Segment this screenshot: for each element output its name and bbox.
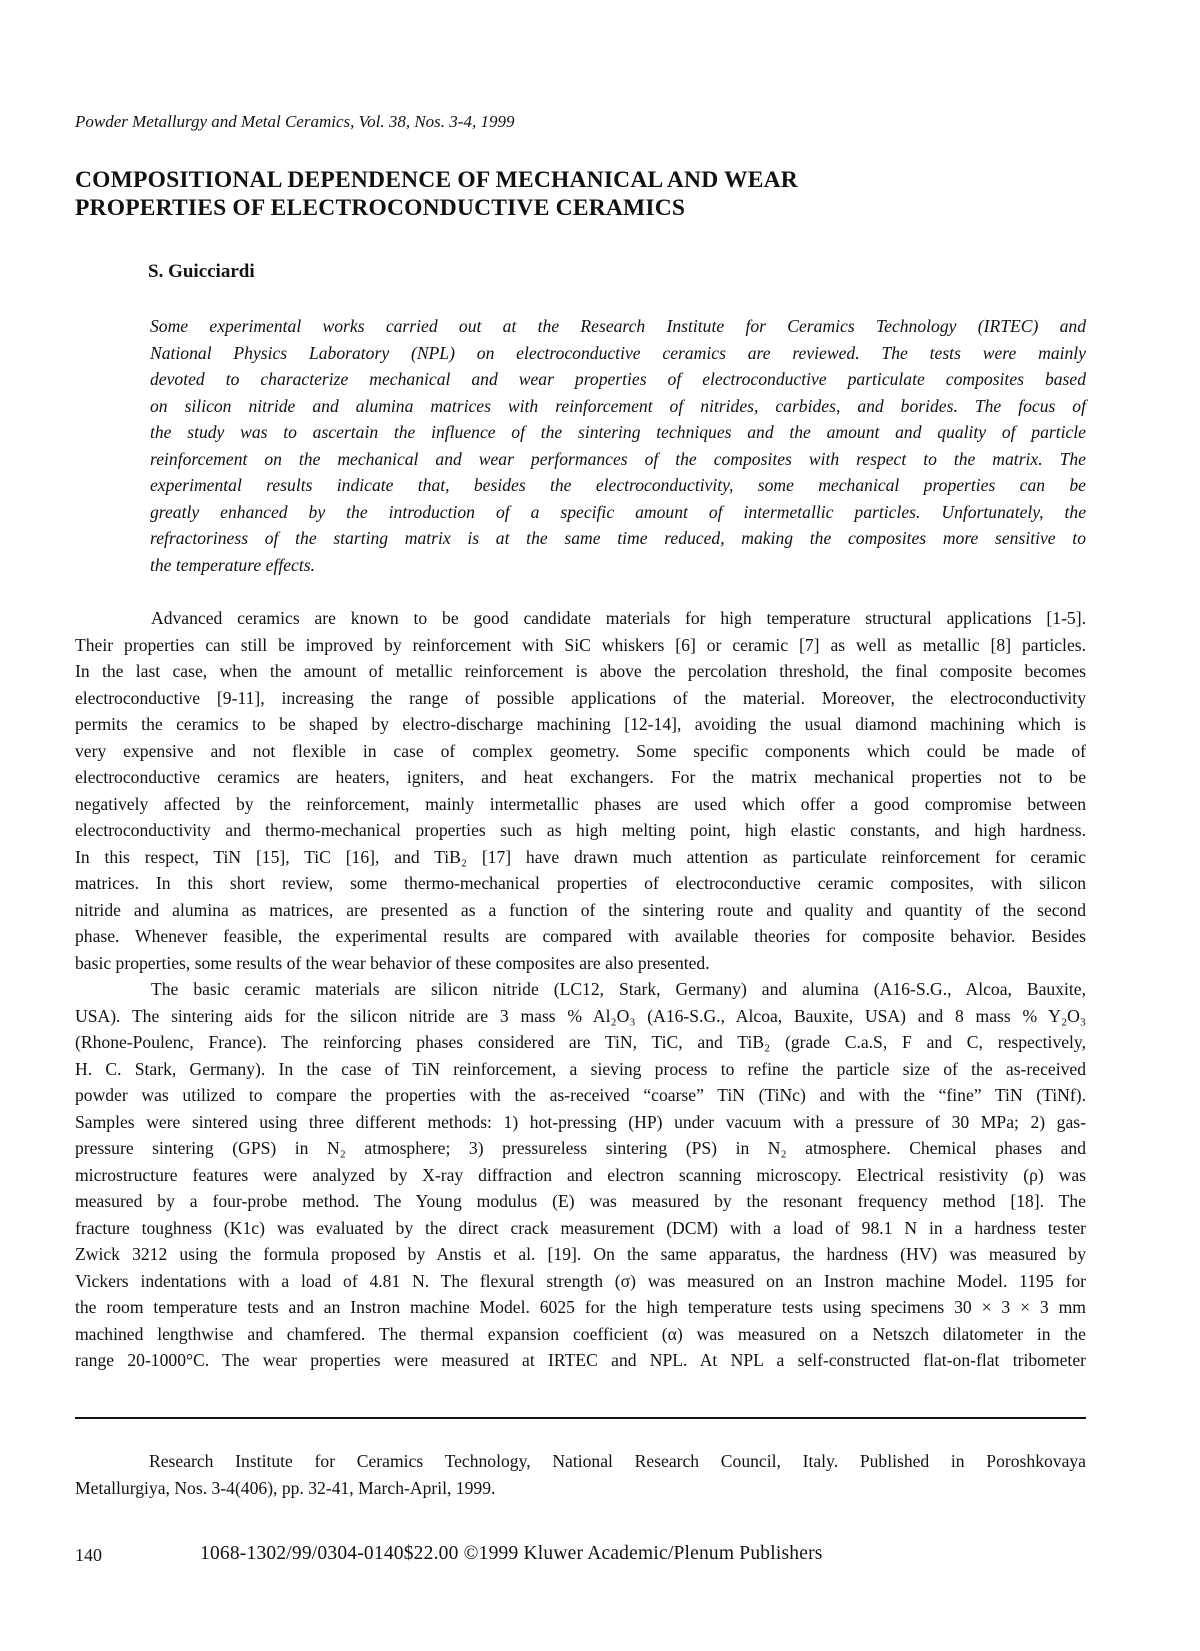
abstract-line: reinforcement on the mechanical and wear performances of the composites with respect to the matrix. The <box>150 448 1086 469</box>
abstract-line: greatly enhanced by the introduction of a specific amount of intermetallic particles. Unfortunately, the <box>150 501 1086 522</box>
abstract-line: the temperature effects. <box>150 554 315 575</box>
journal-citation: Powder Metallurgy and Metal Ceramics, Vol. 38, Nos. 3-4, 1999 <box>75 112 515 131</box>
body-line: The basic ceramic materials are silicon nitride (LC12, Stark, Germany) and alumina (A16-S.G., Alcoa, Bauxite, <box>151 979 1086 999</box>
body-line: electroconductivity and thermo-mechanical properties such as high melting point, high elastic constants, and high hardness. <box>75 820 1086 840</box>
body-line: machined lengthwise and chamfered. The thermal expansion coefficient (α) was measured on a Netszch dilatometer in the <box>75 1323 1086 1344</box>
body-line: Samples were sintered using three different methods: 1) hot-pressing (HP) under vacuum with a pressure of 30 MPa; 2) gas- <box>75 1111 1086 1132</box>
body-line: basic properties, some results of the wear behavior of these composites are also presented. <box>75 952 710 973</box>
body-line: permits the ceramics to be shaped by electro-discharge machining [12-14], avoiding the usual diamond machining which is <box>75 714 1086 734</box>
body-line: nitride and alumina as matrices, are presented as a function of the sintering route and quality and quantity of the second <box>75 899 1086 920</box>
body-text <box>75 605 1086 1374</box>
body-line: In this respect, TiN [15], TiC [16], and TiB₂ [17] have drawn much attention as particulate reinforcement for ceramic <box>75 846 1086 867</box>
body-line: Their properties can still be improved by reinforcement with SiC whiskers [6] or ceramic [7] as well as metallic [8] particles. <box>75 634 1086 655</box>
body-line: Zwick 3212 using the formula proposed by Anstis et al. [19]. On the same apparatus, the hardness (HV) was measured by <box>75 1244 1086 1264</box>
abstract-line: National Physics Laboratory (NPL) on electroconductive ceramics are reviewed. The tests were mainly <box>150 342 1086 363</box>
body-line: very expensive and not flexible in case of complex geometry. Some specific components which could be made of <box>75 740 1086 761</box>
body-line: the room temperature tests and an Instron machine Model. 6025 for the high temperature tests using specimens 30 × 3 × 3 mm <box>75 1297 1086 1317</box>
page-number: 140 <box>75 1545 102 1565</box>
body-line: matrices. In this short review, some thermo-mechanical properties of electroconductive ceramic composites, with silicon <box>75 873 1086 893</box>
footnote <box>75 1448 1086 1502</box>
body-line: measured by a four-probe method. The Young modulus (E) was measured by the resonant frequency method [18]. The <box>75 1191 1086 1211</box>
author-name: S. Guicciardi <box>148 261 255 282</box>
body-line: range 20-1000°C. The wear properties were measured at IRTEC and NPL. At NPL a self-constructed flat-on-flat tribometer <box>75 1350 1086 1370</box>
body-line: phase. Whenever feasible, the experimental results are compared with available theories for composite behavior. Besides <box>75 926 1086 946</box>
abstract-line: on silicon nitride and alumina matrices with reinforcement of nitrides, carbides, and borides. The focus of <box>150 395 1086 416</box>
body-line: electroconductive [9-11], increasing the range of possible applications of the material. Moreover, the electroconductivity <box>75 687 1086 708</box>
article-title <box>75 166 1075 222</box>
body-line: pressure sintering (GPS) in N₂ atmosphere; 3) pressureless sintering (PS) in N₂ atmosphere. Chemical phases and <box>75 1138 1086 1158</box>
abstract-line: devoted to characterize mechanical and wear properties of electroconductive particulate composites based <box>150 369 1086 389</box>
body-line: Advanced ceramics are known to be good candidate materials for high temperature structural applications [1-5]. <box>151 608 1086 628</box>
body-line: microstructure features were analyzed by X-ray diffraction and electron scanning microscopy. Electrical resistivity (ρ) was <box>75 1164 1086 1185</box>
title-line: PROPERTIES OF ELECTROCONDUCTIVE CERAMICS <box>75 195 686 221</box>
footnote-line: Research Institute for Ceramics Technology, National Research Council, Italy. Published in Poroshkovaya <box>149 1451 1086 1471</box>
footnote-line: Metallurgiya, Nos. 3-4(406), pp. 32-41, March-April, 1999. <box>75 1478 496 1498</box>
abstract-line: Some experimental works carried out at the Research Institute for Ceramics Technology (IRTEC) and <box>150 316 1086 336</box>
body-line: fracture toughness (K1c) was evaluated by the direct crack measurement (DCM) with a load of 98.1 N in a hardness tester <box>75 1217 1086 1238</box>
abstract-line: experimental results indicate that, besides the electroconductivity, some mechanical properties can be <box>150 475 1086 495</box>
body-line: USA). The sintering aids for the silicon nitride are 3 mass % Al₂O₃ (A16-S.G., Alcoa, Bauxite, USA) and 8 mass % Y₂O₃ <box>75 1005 1086 1026</box>
body-line: negatively affected by the reinforcement, mainly intermetallic phases are used which offer a good compromise between <box>75 793 1086 814</box>
body-line: (Rhone-Poulenc, France). The reinforcing phases considered are TiN, TiC, and TiB₂ (grade C.a.S, F and C, respectively, <box>75 1032 1086 1052</box>
abstract-line: refractoriness of the starting matrix is at the same time reduced, making the composites more sensitive to <box>150 528 1086 548</box>
abstract <box>150 313 1086 578</box>
body-line: Vickers indentations with a load of 4.81 N. The flexural strength (σ) was measured on an Instron machine Model. 1195 for <box>75 1270 1086 1291</box>
copyright-line: 1068-1302/99/0304-0140$22.00 ©1999 Kluwer Academic/Plenum Publishers <box>200 1543 823 1564</box>
footnote-divider <box>75 1417 1086 1419</box>
body-line: electroconductive ceramics are heaters, igniters, and heat exchangers. For the matrix mechanical properties not to be <box>75 767 1086 787</box>
body-line: powder was utilized to compare the properties with the as-received “coarse” TiN (TiNc) and with the “fine” TiN (TiNf). <box>75 1085 1086 1105</box>
title-line: COMPOSITIONAL DEPENDENCE OF MECHANICAL AND WEAR <box>75 167 798 193</box>
abstract-line: the study was to ascertain the influence of the sintering techniques and the amount and quality of particle <box>150 422 1086 442</box>
body-line: In the last case, when the amount of metallic reinforcement is above the percolation threshold, the final composite becomes <box>75 661 1086 681</box>
body-line: H. C. Stark, Germany). In the case of TiN reinforcement, a sieving process to refine the particle size of the as-received <box>75 1058 1086 1079</box>
